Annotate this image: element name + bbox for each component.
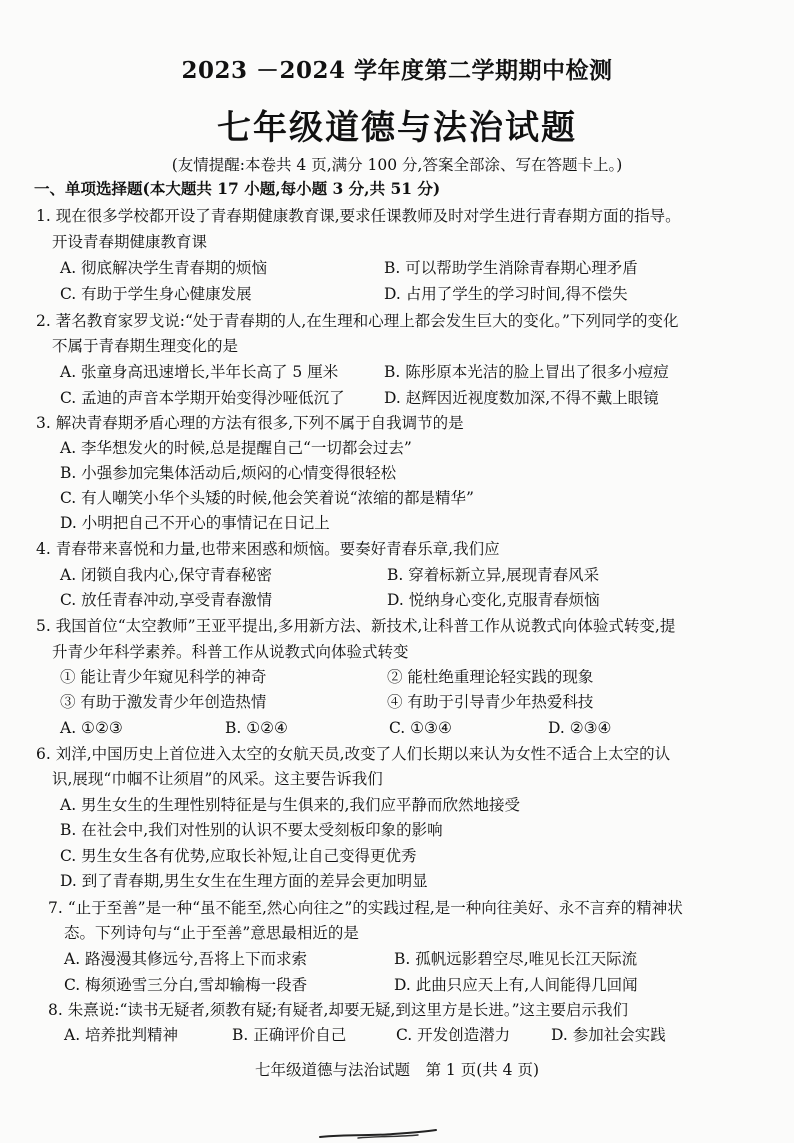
question-stem: 1. 现在很多学校都开设了青春期健康教育课,要求任课教师及时对学生进行青春期方面的指导。	[36, 207, 681, 225]
question-stem: 6. 刘洋,中国历史上首位进入太空的女航天员,改变了人们长期以来认为女性不适合上太空的认	[36, 745, 671, 763]
option-c: C. 有助于学生身心健康发展	[60, 285, 252, 303]
option-b: B. 穿着标新立异,展现青春风采	[387, 566, 600, 584]
statement-2: ② 能杜绝重理论轻实践的现象	[387, 668, 594, 686]
option-b: B. 正确评价自己	[232, 1026, 347, 1044]
question-stem: 不属于青春期生理变化的是	[52, 337, 239, 355]
option-d: D. 此曲只应天上有,人间能得几回闻	[394, 976, 638, 994]
question-stem: 态。下列诗句与“止于至善”意思最相近的是	[64, 924, 359, 942]
option-a: A. 培养批判精神	[64, 1026, 179, 1044]
option-c: C. 梅须逊雪三分白,雪却输梅一段香	[64, 976, 308, 994]
option-c: C. 孟迪的声音本学期开始变得沙哑低沉了	[60, 389, 345, 407]
option-b: B. 孤帆远影碧空尽,唯见长江天际流	[394, 950, 638, 968]
page-footer: 七年级道德与法治试题 第 1 页(共 4 页)	[254, 1061, 540, 1079]
statement-3: ③ 有助于激发青少年创造热情	[60, 693, 267, 711]
question-stem: 7. “止于至善”是一种“虽不能至,然心向往之”的实践过程,是一种向往美好、永不言弃的精神状	[48, 899, 683, 917]
option-a: A. ①②③	[60, 719, 123, 737]
question-stem: 识,展现“巾帼不让须眉”的风采。这主要告诉我们	[52, 770, 383, 788]
option-d: D. 到了青春期,男生女生在生理方面的差异会更加明显	[60, 872, 428, 890]
option-a: A. 张童身高迅速增长,半年长高了 5 厘米	[60, 363, 339, 381]
option-c: C. 男生女生各有优势,应取长补短,让自己变得更优秀	[60, 847, 417, 865]
option-a: A. 闭锁自我内心,保守青春秘密	[60, 566, 272, 584]
option-b: B. 小强参加完集体活动后,烦闷的心情变得很轻松	[60, 464, 397, 482]
question-stem: 开设青春期健康教育课	[52, 233, 208, 251]
option-a: A. 彻底解决学生青春期的烦恼	[60, 259, 268, 277]
subject-title: 七年级道德与法治试题	[217, 108, 577, 148]
exam-tip: (友情提醒:本卷共 4 页,满分 100 分,答案全部涂、写在答题卡上。)	[171, 156, 623, 174]
question-stem: 5. 我国首位“太空教师”王亚平提出,多用新方法、新技术,让科普工作从说教式向体验式转变,提	[36, 617, 676, 635]
question-stem: 升青少年科学素养。科普工作从说教式向体验式转变	[52, 643, 409, 661]
question-stem: 2. 著名教育家罗戈说:“处于青春期的人,在生理和心理上都会发生巨大的变化。”下列同学的变化	[36, 312, 679, 330]
exam-title: 2023 －2024 学年度第二学期期中检测	[181, 57, 613, 84]
option-c: C. 放任青春冲动,享受青春激情	[60, 591, 273, 609]
section-heading: 一、单项选择题(本大题共 17 小题,每小题 3 分,共 51 分)	[34, 179, 441, 198]
option-b: B. 在社会中,我们对性别的认识不要太受刻板印象的影响	[60, 821, 443, 839]
option-d: D. 悦纳身心变化,克服青春烦恼	[387, 591, 600, 609]
option-a: A. 路漫漫其修远兮,吾将上下而求索	[64, 950, 307, 968]
question-stem: 4. 青春带来喜悦和力量,也带来困惑和烦恼。要奏好青春乐章,我们应	[36, 540, 500, 558]
option-c: C. ①③④	[389, 719, 452, 737]
option-b: B. 陈彤原本光洁的脸上冒出了很多小痘痘	[384, 363, 669, 381]
option-d: D. 参加社会实践	[551, 1026, 666, 1044]
option-b: B. 可以帮助学生消除青春期心理矛盾	[384, 259, 638, 277]
statement-4: ④ 有助于引导青少年热爱科技	[387, 693, 594, 711]
option-d: D. 小明把自己不开心的事情记在日记上	[60, 514, 330, 532]
statement-1: ① 能让青少年窥见科学的神奇	[60, 668, 267, 686]
option-d: D. 赵辉因近视度数加深,不得不戴上眼镜	[384, 389, 659, 407]
question-stem: 8. 朱熹说:“读书无疑者,须教有疑;有疑者,却要无疑,到这里方是长进。”这主要启示我们	[48, 1001, 629, 1019]
option-a: A. 男生女生的生理性别特征是与生俱来的,我们应平静而欣然地接受	[60, 796, 520, 814]
option-a: A. 李华想发火的时候,总是提醒自己“一切都会过去”	[60, 439, 412, 457]
option-d: D. 占用了学生的学习时间,得不偿失	[384, 285, 628, 303]
pen-scribble-mark	[318, 1128, 438, 1140]
option-c: C. 开发创造潜力	[396, 1026, 511, 1044]
option-d: D. ②③④	[548, 719, 612, 737]
option-c: C. 有人嘲笑小华个头矮的时候,他会笑着说“浓缩的都是精华”	[60, 489, 474, 507]
question-stem: 3. 解决青春期矛盾心理的方法有很多,下列不属于自我调节的是	[36, 414, 464, 432]
option-b: B. ①②④	[225, 719, 288, 737]
